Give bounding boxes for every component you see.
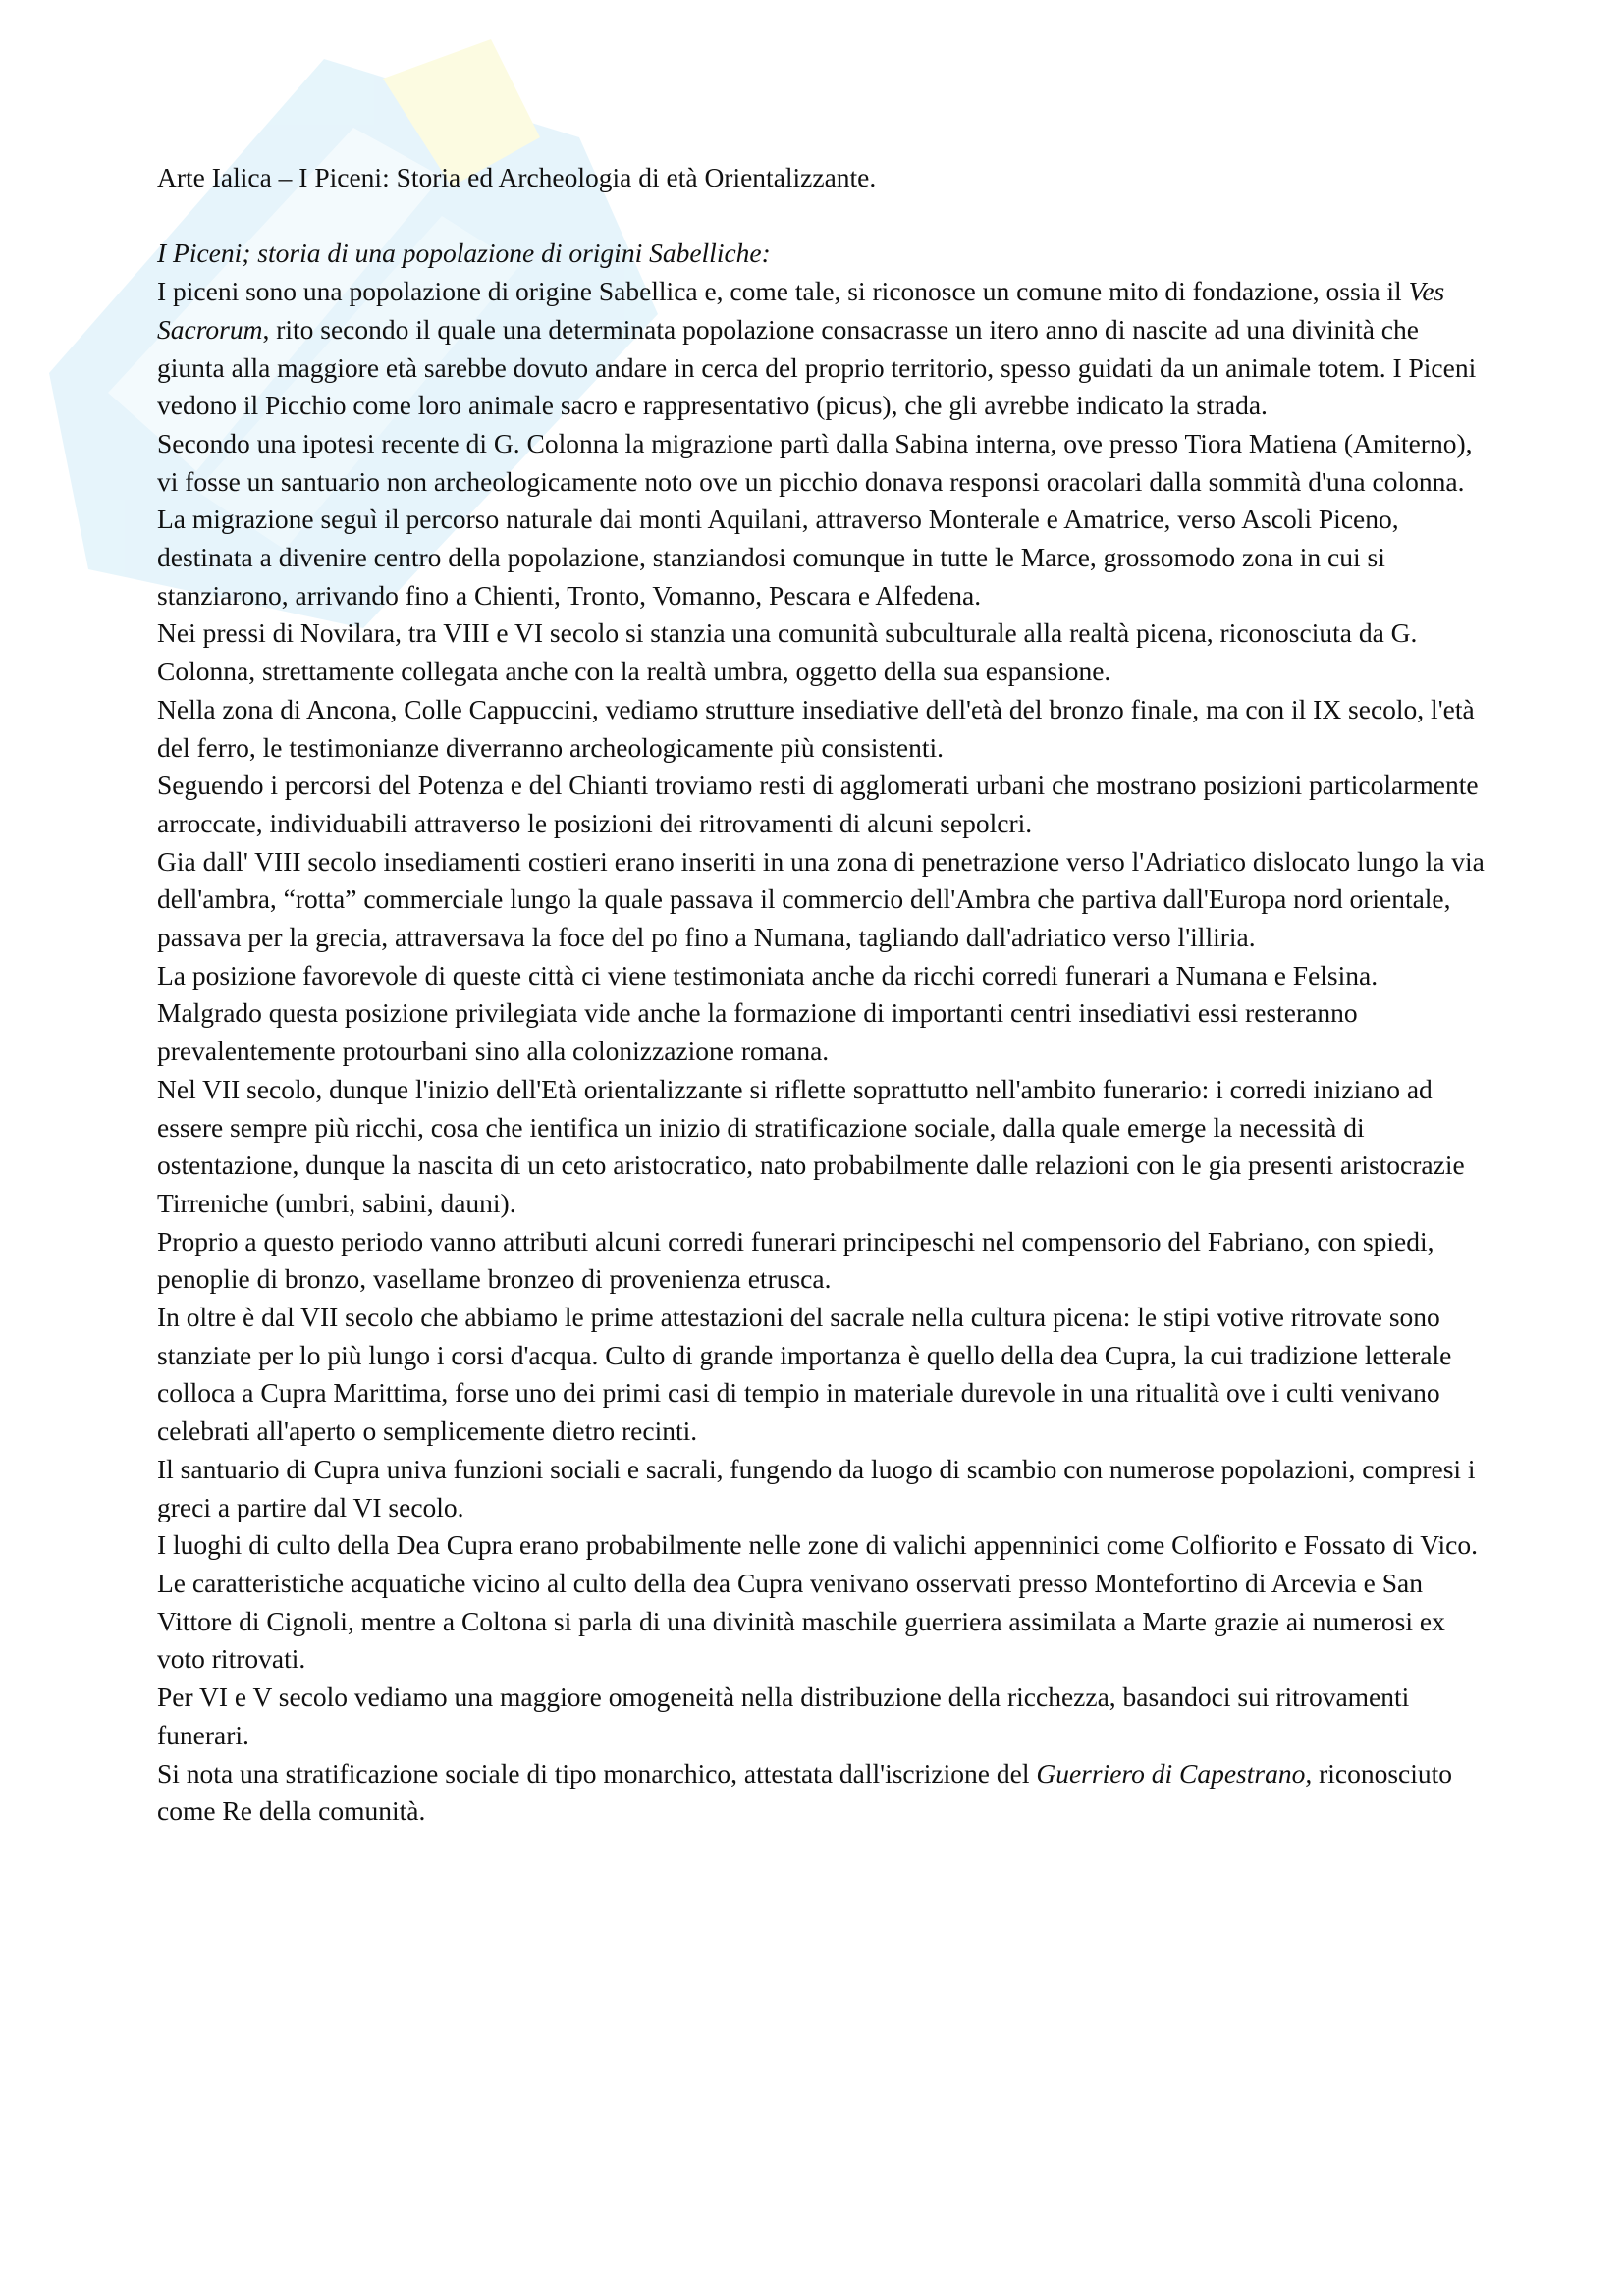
paragraph-15: Per VI e V secolo vediamo una maggiore omogeneità nella distribuzione della ricchezza, basandoci sui ritrovamenti funerari. — [157, 1682, 1410, 1750]
paragraph-4: Nei pressi di Novilara, tra VIII e VI secolo si stanzia una comunità subculturale alla realtà picena, riconosciuta da G. Colonna, strettamente collegata anche con la realtà umbra, oggetto della sua espansione. — [157, 617, 1418, 687]
paragraph-1-text-a: I piceni sono una popolazione di origine Sabellica e, come tale, si riconosce un comune mito di fondazione, ossia il — [157, 276, 1409, 307]
paragraph-3: La migrazione seguì il percorso naturale dai monti Aquilani, attraverso Monterale e Amatrice, verso Ascoli Piceno, destinata a divenire centro della popolazione, stanziandosi comunque in tutte le Marce, grossomodo zona in cui si stanziarono, arrivando fino a Chienti, Tronto, Vomanno, Pescara e Alfedena. — [157, 504, 1399, 611]
paragraph-2: Secondo una ipotesi recente di G. Colonna la migrazione partì dalla Sabina interna, ove presso Tiora Matiena (Amiterno), vi fosse un santuario non archeologicamente noto ove un picchio donava responsi oracolari dalla sommità d'una colonna. — [157, 427, 1473, 497]
paragraph-16 — [157, 1755, 1492, 1831]
section-heading: I Piceni; storia di una popolazione di origini Sabelliche: — [157, 238, 771, 269]
paragraph-10: Nel VII secolo, dunque l'inizio dell'Età orientalizzante si riflette soprattutto nell'ambito funerario: i corredi iniziano ad essere sempre più ricchi, cosa che ientifica un inizio di stratificazione sociale, dalla quale emerge la necessità di ostentazione, dunque la nascita di un ceto aristocratico, nato probabilmente dalle relazioni con le gia presenti aristocrazie Tirreniche (umbri, sabini, dauni). — [157, 1073, 1465, 1218]
paragraph-1 — [157, 273, 1492, 425]
paragraph-12: In oltre è dal VII secolo che abbiamo le prime attestazioni del sacrale nella cultura picena: le stipi votive ritrovate sono stanziate per lo più lungo i corsi d'acqua. Culto di grande importanza è quello della dea Cupra, la cui tradizione letterale colloca a Cupra Marittima, forse uno dei primi casi di tempio in materiale durevole in una ritualità ove i culti venivano celebrati all'aperto o semplicemente dietro recinti. — [157, 1302, 1452, 1447]
ves-sacrorum-term: Ves Sacrorum — [157, 276, 1445, 345]
paragraph-9: Malgrado questa posizione privilegiata vide anche la formazione di importanti centri insediativi essi resteranno prevalentemente protourbani sino alla colonizzazione romana. — [157, 997, 1358, 1067]
paragraph-6: Seguendo i percorsi del Potenza e del Chianti troviamo resti di agglomerati urbani che mostrano posizioni particolarmente arroccate, individuabili attraverso le posizioni dei ritrovamenti di alcuni sepolcri. — [157, 770, 1479, 838]
paragraph-1-text-b: , rito secondo il quale una determinata popolazione consacrasse un itero anno di nascite ad una divinità che giunta alla maggiore età sarebbe dovuto andare in cerca del proprio territorio, spesso guidati da un animale totem. I Piceni vedono il Picchio come loro animale sacro e rappresentativo (picus), che gli avrebbe indicato la strada. — [157, 313, 1477, 421]
paragraph-14: I luoghi di culto della Dea Cupra erano probabilmente nelle zone di valichi appenninici come Colfiorito e Fossato di Vico. Le caratteristiche acquatiche vicino al culto della dea Cupra venivano osservati presso Montefortino di Arcevia e San Vittore di Cignoli, mentre a Coltona si parla di una divinità maschile guerriera assimilata a Marte grazie ai numerosi ex voto ritrovati. — [157, 1529, 1478, 1675]
paragraph-13: Il santuario di Cupra univa funzioni sociali e sacrali, fungendo da luogo di scambio con numerose popolazioni, compresi i greci a partire dal VI secolo. — [157, 1453, 1476, 1522]
paragraph-16-text-b: riconosciuto come Re della comunità. — [157, 1757, 1453, 1827]
guerriero-term: Guerriero di Capestrano, — [1036, 1757, 1313, 1789]
document-title: Arte Ialica – I Piceni: Storia ed Archeologia di età Orientalizzante. — [157, 162, 877, 192]
paragraph-7: Gia dall' VIII secolo insediamenti costieri erano inseriti in una zona di penetrazione verso l'Adriatico dislocato lungo la via dell'ambra, “rotta” commerciale lungo la quale passava il commercio dell'Ambra che partiva dall'Europa nord orientale, passava per la grecia, attraversava la foce del po fino a Numana, tagliando dall'adriatico verso l'illiria. — [157, 845, 1485, 953]
paragraph-8: La posizione favorevole di queste città ci viene testimoniata anche da ricchi corredi funerari a Numana e Felsina. — [157, 959, 1379, 990]
paragraph-16-text-a: Si nota una stratificazione sociale di tipo monarchico, attestata dall'iscrizione del — [157, 1757, 1037, 1789]
paragraph-5: Nella zona di Ancona, Colle Cappuccini, vediamo strutture insediative dell'età del bronzo finale, ma con il IX secolo, l'età del ferro, le testimonianze diverranno archeologicamente più consistenti. — [157, 693, 1475, 763]
paragraph-11: Proprio a questo periodo vanno attributi alcuni corredi funerari principeschi nel compensorio del Fabriano, con spiedi, penoplie di bronzo, vasellame bronzeo di provenienza etrusca. — [157, 1225, 1434, 1295]
document-page — [157, 159, 1492, 1831]
